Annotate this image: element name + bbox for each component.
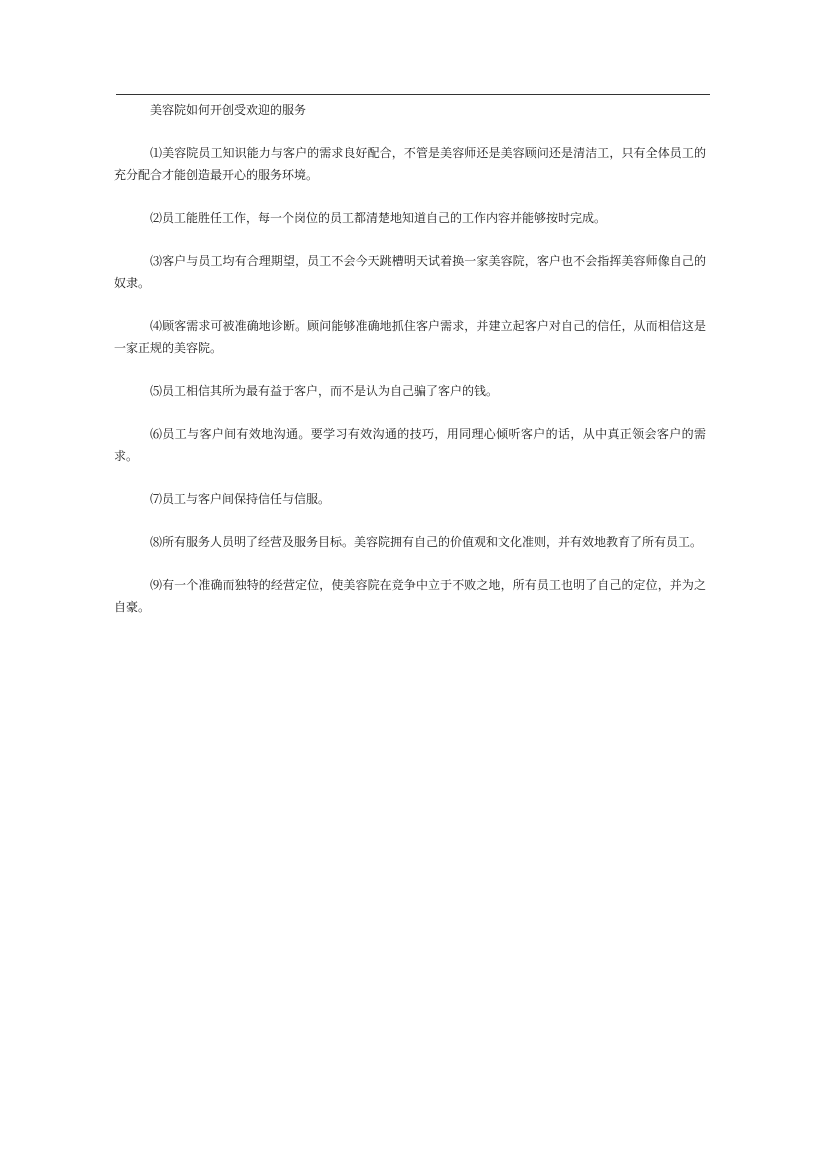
header-rule bbox=[116, 94, 710, 95]
paragraph-7: ⑺员工与客户间保持信任与信服。 bbox=[150, 492, 331, 506]
document-body bbox=[114, 142, 706, 639]
paragraph-1: ⑴美容院员工知识能力与客户的需求良好配合，不管是美容师还是美容顾问还是清洁工，只有全体员工的充分配合才能创造最开心的服务环境。 bbox=[114, 146, 706, 182]
paragraph-5: ⑸员工相信其所为最有益于客户，而不是认为自己骗了客户的钱。 bbox=[150, 384, 499, 398]
paragraph-4: ⑷顾客需求可被准确地诊断。顾问能够准确地抓住客户需求，并建立起客户对自己的信任，从而相信这是一家正规的美容院。 bbox=[114, 319, 706, 355]
paragraph-3: ⑶客户与员工均有合理期望，员工不会今天跳槽明天试着换一家美容院，客户也不会指挥美容师像自己的奴隶。 bbox=[114, 254, 706, 290]
paragraph-9: ⑼有一个准确而独特的经营定位，使美容院在竞争中立于不败之地，所有员工也明了自己的定位，并为之自豪。 bbox=[114, 578, 706, 614]
paragraph-2: ⑵员工能胜任工作，每一个岗位的员工都清楚地知道自己的工作内容并能够按时完成。 bbox=[150, 211, 607, 225]
paragraph-6: ⑹员工与客户间有效地沟通。要学习有效沟通的技巧，用同理心倾听客户的话，从中真正领会客户的需求。 bbox=[114, 427, 706, 463]
paragraph-8: ⑻所有服务人员明了经营及服务目标。美容院拥有自己的价值观和文化准则，并有效地教育了所有员工。 bbox=[150, 535, 703, 549]
document-title: 美容院如何开创受欢迎的服务 bbox=[150, 103, 307, 117]
